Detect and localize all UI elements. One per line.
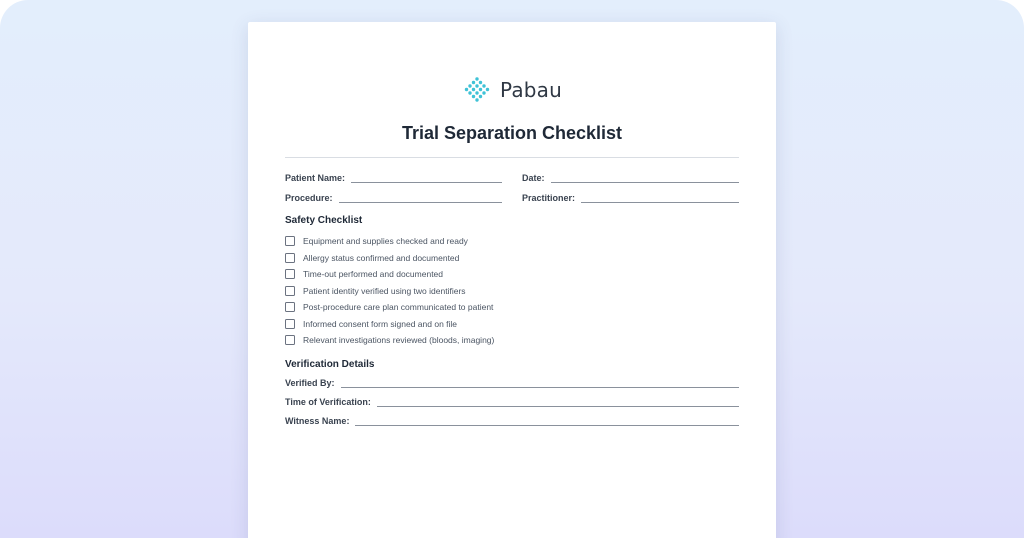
time-of-verification-field[interactable] [285, 397, 739, 407]
time-of-verification-label: Time of Verification: [285, 397, 371, 407]
checklist-item[interactable] [285, 250, 725, 267]
verification-details-heading: Verification Details [285, 359, 375, 370]
checklist-item-label: Relevant investigations reviewed (bloods, imaging) [303, 335, 495, 346]
date-line[interactable] [551, 174, 739, 183]
checklist-item[interactable] [285, 233, 725, 250]
checklist-item[interactable] [285, 266, 725, 283]
brand-name: Pabau [499, 78, 563, 102]
time-of-verification-line[interactable] [377, 398, 739, 407]
checklist-item[interactable] [285, 332, 725, 349]
witness-name-field[interactable] [285, 416, 739, 426]
date-field[interactable] [522, 173, 739, 183]
verified-by-label: Verified By: [285, 378, 335, 388]
patient-name-label: Patient Name: [285, 173, 346, 183]
patient-name-line[interactable] [351, 174, 502, 183]
witness-name-line[interactable] [355, 417, 739, 426]
checklist-item-label: Allergy status confirmed and documented [303, 252, 460, 263]
checklist-item-label: Time-out performed and documented [303, 269, 444, 280]
document-title: Trial Separation Checklist [401, 123, 623, 143]
patient-name-field[interactable] [285, 173, 502, 183]
title-divider [285, 157, 739, 158]
practitioner-label: Practitioner: [522, 193, 576, 203]
practitioner-field[interactable] [522, 193, 739, 203]
safety-checklist-heading: Safety Checklist [285, 215, 363, 226]
diamond-dots-logo-icon [462, 77, 492, 103]
checkbox[interactable] [285, 319, 295, 329]
verified-by-line[interactable] [341, 379, 739, 388]
checklist-item[interactable] [285, 316, 725, 333]
safety-checklist [285, 233, 725, 349]
practitioner-line[interactable] [581, 194, 739, 203]
checklist-item[interactable] [285, 283, 725, 300]
checkbox[interactable] [285, 335, 295, 345]
checkbox[interactable] [285, 236, 295, 246]
checklist-item-label: Informed consent form signed and on file [303, 318, 458, 329]
checklist-document [248, 22, 776, 538]
checklist-item-label: Equipment and supplies checked and ready [303, 236, 468, 247]
procedure-field[interactable] [285, 193, 502, 203]
checkbox[interactable] [285, 302, 295, 312]
verified-by-field[interactable] [285, 378, 739, 388]
checkbox[interactable] [285, 269, 295, 279]
checkbox[interactable] [285, 286, 295, 296]
checklist-item-label: Post-procedure care plan communicated to patient [303, 302, 494, 313]
checklist-item-label: Patient identity verified using two identifiers [303, 285, 466, 296]
checklist-item[interactable] [285, 299, 725, 316]
procedure-label: Procedure: [285, 193, 333, 203]
witness-name-label: Witness Name: [285, 416, 350, 426]
brand-logo [248, 77, 776, 103]
checkbox[interactable] [285, 253, 295, 263]
date-label: Date: [522, 173, 545, 183]
procedure-line[interactable] [339, 194, 502, 203]
